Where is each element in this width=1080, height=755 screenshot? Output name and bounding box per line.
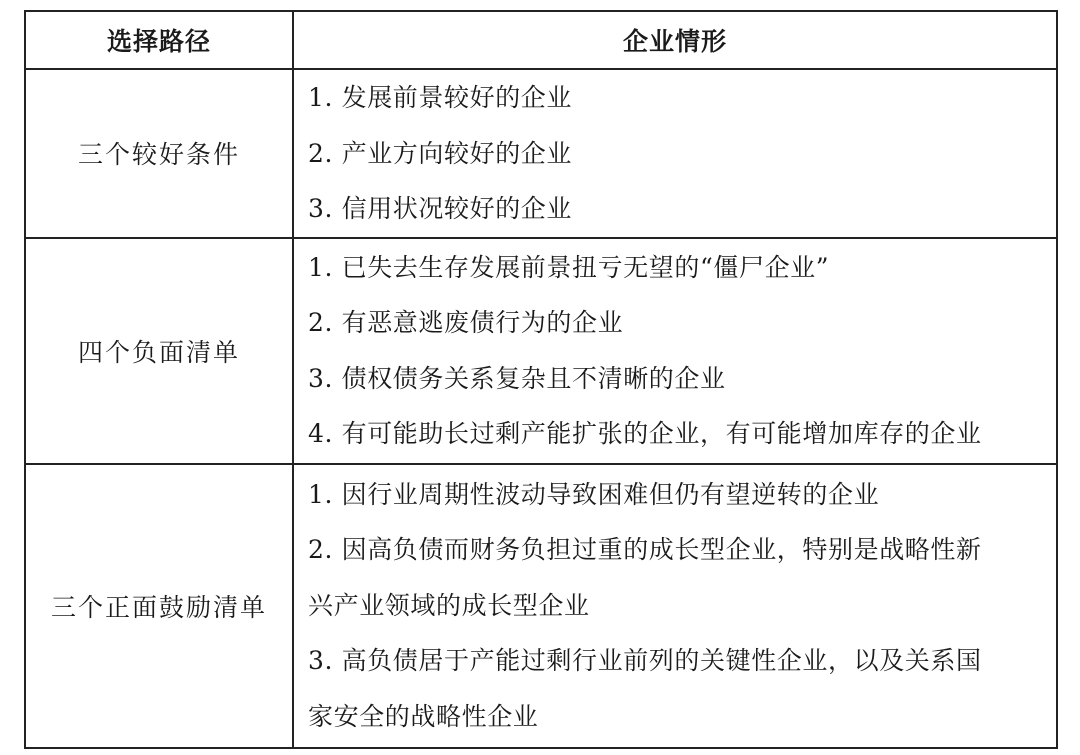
condition-line: 3. 信用状况较好的企业	[308, 194, 573, 223]
condition-line: 2. 产业方向较好的企业	[308, 138, 573, 168]
condition-cell	[293, 464, 1057, 748]
condition-line: 1. 发展前景较好的企业	[308, 83, 573, 112]
condition-line: 4. 有可能助长过剩产能扩张的企业，有可能增加库存的企业	[308, 419, 982, 448]
header-enterprise-situation: 企业情形	[293, 11, 1057, 69]
condition-cell	[293, 238, 1057, 464]
path-three-positive-list: 三个正面鼓励清单	[25, 464, 293, 748]
path-three-good-conditions: 三个较好条件	[25, 69, 293, 238]
condition-line: 家安全的战略性企业	[308, 701, 539, 731]
condition-line: 兴产业领域的成长型企业	[308, 590, 590, 620]
table-row	[25, 238, 1057, 464]
table-row	[25, 464, 1057, 748]
condition-line: 3. 债权债务关系复杂且不清晰的企业	[308, 363, 726, 393]
condition-line: 1. 已失去生存发展前景扭亏无望的“僵尸企业”	[308, 252, 830, 282]
table-header-row	[25, 11, 1057, 69]
table-row	[25, 69, 1057, 238]
selection-path-table	[24, 10, 1058, 749]
condition-line: 3. 高负债居于产能过剩行业前列的关键性企业，以及关系国	[308, 646, 982, 676]
condition-line: 1. 因行业周期性波动导致困难但仍有望逆转的企业	[308, 479, 880, 509]
condition-line: 2. 因高负债而财务负担过重的成长型企业，特别是战略性新	[308, 535, 982, 565]
path-four-negative-list: 四个负面清单	[25, 238, 293, 464]
condition-line: 2. 有恶意逃废债行为的企业	[308, 308, 624, 337]
header-selection-path: 选择路径	[25, 11, 293, 69]
condition-cell	[293, 69, 1057, 238]
